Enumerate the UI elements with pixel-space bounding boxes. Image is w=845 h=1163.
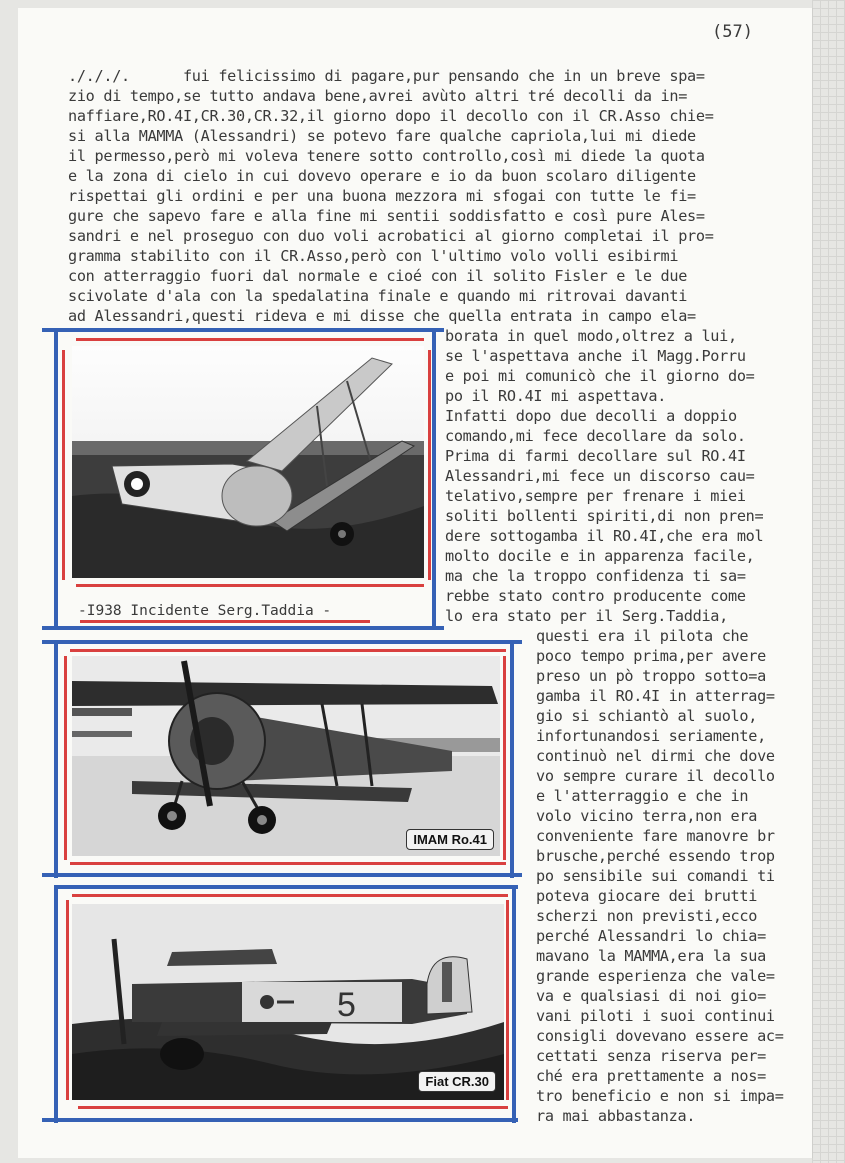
frame-line [76, 338, 424, 341]
frame-line [54, 885, 58, 1123]
frame-line [512, 885, 516, 1123]
frame-line [66, 900, 69, 1100]
text-line: soliti bollenti spiriti,di non pren= [445, 507, 764, 525]
text-line: po il RO.4I mi aspettava. [445, 387, 667, 405]
text-line: consigli dovevano essere ac= [536, 1027, 784, 1045]
text-line: cettati senza riserva per= [536, 1047, 766, 1065]
text-line: perché Alessandri lo chia= [536, 927, 766, 945]
frame-line [80, 620, 370, 623]
text-line: tro beneficio e non si impa= [536, 1087, 784, 1105]
frame-line [42, 328, 444, 332]
fiat-cr30-photo [72, 904, 504, 1100]
text-line: comando,mi fece decollare da solo. [445, 427, 746, 445]
photo-caption: -I938 Incidente Serg.Taddia - [78, 603, 332, 619]
text-line: e poi mi comunicò che il giorno do= [445, 367, 755, 385]
frame-line [78, 1106, 508, 1109]
text-line: telativo,sempre per frenare i miei [445, 487, 746, 505]
frame-line [510, 640, 514, 878]
page-number: (57) [712, 22, 753, 42]
text-line: va e qualsiasi di noi gio= [536, 987, 766, 1005]
text-line: e la zona di cielo in cui dovevo operare e io da buon scolaro diligente [68, 167, 696, 185]
text-line: ad Alessandri,questi rideva e mi disse che quella entrata in campo ela= [68, 307, 696, 325]
text-line: zio di tempo,se tutto andava bene,avrei avùto altri tré decolli da in= [68, 87, 688, 105]
frame-line [42, 640, 522, 644]
text-line: lo era stato per il Serg.Taddia, [445, 607, 728, 625]
aircraft-label: Fiat CR.30 [418, 1071, 496, 1092]
text-line: vo sempre curare il decollo [536, 767, 775, 785]
frame-line [54, 328, 58, 628]
text-line: conveniente fare manovre br [536, 827, 775, 845]
frame-line [58, 885, 518, 889]
text-line: e l'atterraggio e che in [536, 787, 749, 805]
frame-line [428, 350, 431, 580]
imam-ro41-photo [72, 656, 500, 856]
frame-line [70, 649, 506, 652]
frame-line [42, 873, 522, 877]
text-line: Infatti dopo due decolli a doppio [445, 407, 737, 425]
aircraft-label: IMAM Ro.41 [406, 829, 494, 850]
text-line: ra mai abbastanza. [536, 1107, 696, 1125]
frame-line [76, 584, 424, 587]
graph-paper-background [812, 0, 845, 1163]
frame-line [42, 1118, 518, 1122]
text-line: ché era prettamente a nos= [536, 1067, 766, 1085]
text-line: rebbe stato contro producente come [445, 587, 746, 605]
crash-photo [72, 346, 424, 578]
frame-line [506, 900, 509, 1100]
text-line: gure che sapevo fare e alla fine mi sentii soddisfatto e così pure Ales= [68, 207, 705, 225]
frame-line [62, 350, 65, 580]
text-line: scherzi non previsti,ecco [536, 907, 758, 925]
text-line: ./././. fui felicissimo di pagare,pur pensando che in un breve spa= [68, 67, 705, 85]
text-line: molto docile e in apparenza facile, [445, 547, 755, 565]
text-line: poteva giocare dei brutti [536, 887, 758, 905]
text-line: poco tempo prima,per avere [536, 647, 766, 665]
text-line: vani piloti i suoi continui [536, 1007, 775, 1025]
text-line: sandri e nel proseguo con duo voli acrobatici al giorno completai il pro= [68, 227, 714, 245]
frame-line [503, 656, 506, 860]
text-line: gamba il RO.4I in atterrag= [536, 687, 775, 705]
text-line: gio si schiantò al suolo, [536, 707, 758, 725]
text-line: dere sottogamba il RO.4I,che era mol [445, 527, 764, 545]
text-line: rispettai gli ordini e per una buona mezzora mi sfogai con tutte le fi= [68, 187, 696, 205]
text-line: preso un pò troppo sotto=a [536, 667, 766, 685]
text-line: borata in quel modo,oltrez a lui, [445, 327, 737, 345]
frame-line [70, 862, 506, 865]
text-line: Alessandri,mi fece un discorso cau= [445, 467, 755, 485]
text-line: infortunandosi seriamente, [536, 727, 766, 745]
text-line: naffiare,RO.4I,CR.30,CR.32,il giorno dopo il decollo con il CR.Asso chie= [68, 107, 714, 125]
text-line: il permesso,però mi voleva tenere sotto controllo,così mi diede la quota [68, 147, 705, 165]
text-line: mavano la MAMMA,era la sua [536, 947, 766, 965]
text-line: brusche,perché essendo trop [536, 847, 775, 865]
frame-line [42, 626, 444, 630]
text-line: ma che la troppo confidenza ti sa= [445, 567, 746, 585]
text-line: si alla MAMMA (Alessandri) se potevo fare qualche capriola,lui mi diede [68, 127, 696, 145]
frame-line [432, 328, 436, 628]
text-line: questi era il pilota che [536, 627, 749, 645]
insignia-number: 5 [337, 986, 356, 1024]
text-line: se l'aspettava anche il Magg.Porru [445, 347, 746, 365]
text-line: gramma stabilito con il CR.Asso,però con l'ultimo volo volli esibirmi [68, 247, 679, 265]
text-line: volo vicino terra,non era [536, 807, 758, 825]
text-line: Prima di farmi decollare sul RO.4I [445, 447, 746, 465]
frame-line [54, 640, 58, 878]
text-line: po sensibile sui comandi ti [536, 867, 775, 885]
text-line: con atterraggio fuori dal normale e cioé con il solito Fisler e le due [68, 267, 688, 285]
text-line: grande esperienza che vale= [536, 967, 775, 985]
text-line: continuò nel dirmi che dove [536, 747, 775, 765]
frame-line [64, 656, 67, 860]
text-line: scivolate d'ala con la spedalatina finale e quando mi ritrovai davanti [68, 287, 688, 305]
frame-line [72, 894, 508, 897]
